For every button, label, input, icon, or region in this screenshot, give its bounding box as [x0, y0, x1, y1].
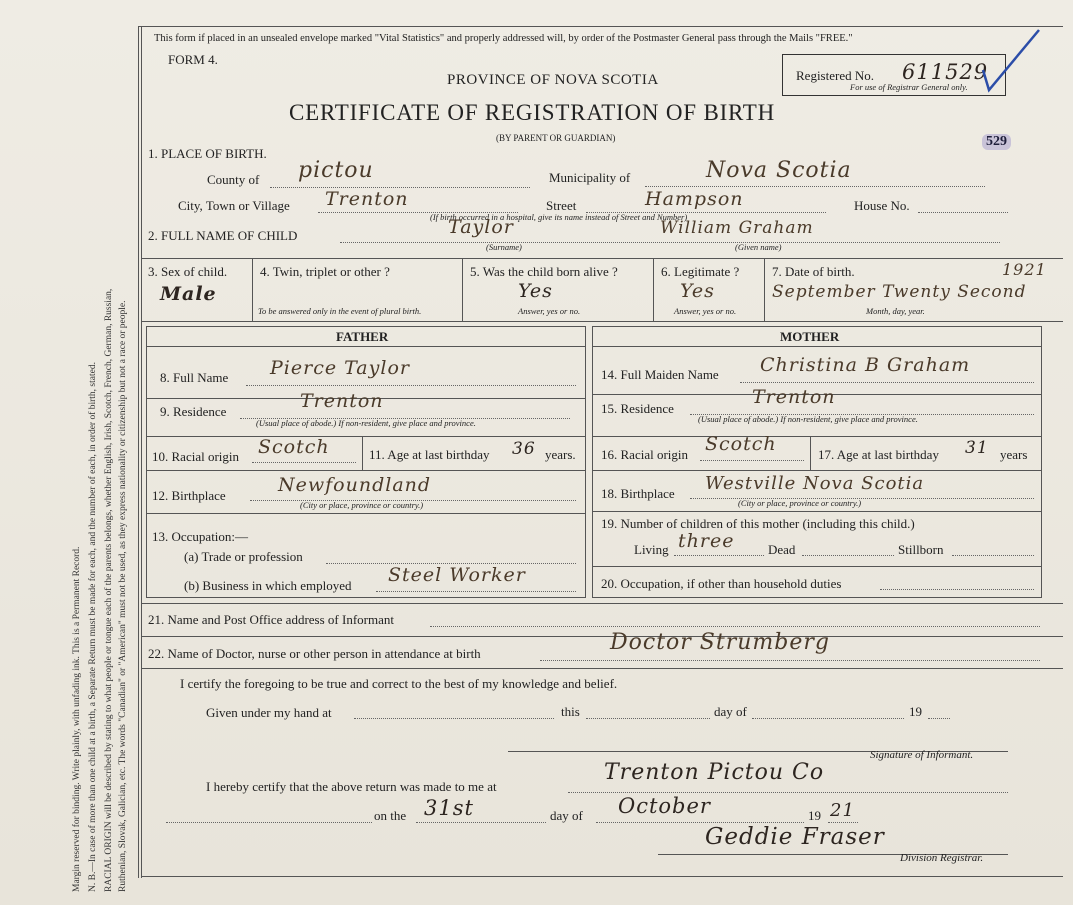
born-alive-note: Answer, yes or no. [518, 306, 581, 316]
sex-label: 3. Sex of child. [148, 264, 228, 279]
father-birthplace: Newfoundland [278, 474, 432, 496]
doctor-name: Doctor Strumberg [610, 630, 830, 655]
certify-statement: I certify the foregoing to be true and correct to the best of my knowledge and belief. [180, 676, 618, 691]
mother-residence: Trenton [752, 386, 836, 408]
stamp-number: 529 [982, 134, 1011, 150]
registration-place: Trenton Pictou Co [604, 760, 825, 785]
born-alive-label: 5. Was the child born alive ? [470, 264, 618, 279]
father-residence-note: (Usual place of abode.) If non-resident, give place and province. [256, 418, 476, 428]
place-of-birth-label: 1. PLACE OF BIRTH. [148, 146, 267, 161]
mother-residence-label: 15. Residence [601, 401, 674, 416]
street-value: Hampson [645, 188, 744, 210]
registered-label: Registered No. [796, 68, 874, 83]
mother-name-label: 14. Full Maiden Name [601, 367, 719, 382]
dead-label: Dead [768, 542, 796, 557]
father-racial-label: 10. Racial origin [152, 449, 240, 464]
registered-number: 611529 [902, 60, 989, 84]
father-residence: Trenton [300, 390, 384, 412]
registrar-note: For use of Registrar General only. [850, 82, 968, 92]
child-given-name: William Graham [660, 218, 814, 238]
mother-occupation-label: 20. Occupation, if other than household duties [601, 576, 842, 591]
street-label: Street [546, 198, 577, 213]
living-count: three [678, 530, 735, 552]
doctor-label: 22. Name of Doctor, nurse or other person in attendance at birth [148, 646, 481, 661]
child-surname: Taylor [448, 216, 514, 238]
given-name-note: (Given name) [735, 242, 782, 252]
date-of-birth-note: Month, day, year. [866, 306, 925, 316]
hereby-certify: I hereby certify that the above return was made to me at [206, 779, 497, 794]
day-of-label-2: day of [550, 808, 583, 823]
twin-label: 4. Twin, triplet or other ? [260, 264, 390, 279]
given-under-label: Given under my hand at [206, 705, 332, 720]
day-of-label: day of [714, 704, 747, 719]
informant-label: 21. Name and Post Office address of Informant [148, 612, 394, 627]
father-racial-origin: Scotch [258, 436, 330, 458]
father-heading: FATHER [336, 329, 389, 344]
father-years-label: years. [545, 447, 576, 462]
legitimate-label: 6. Legitimate ? [661, 264, 740, 279]
county-label: County of [207, 172, 260, 187]
year-prefix: 19 [909, 704, 922, 719]
mother-heading: MOTHER [780, 329, 840, 344]
sidebar-line-1: Margin reserved for binding. Write plainly, with unfading ink. This is a Permanent Record. [72, 546, 82, 892]
municipality-value: Nova Scotia [706, 158, 852, 183]
registrar-signature: Geddie Fraser [705, 824, 885, 850]
father-name-label: 8. Full Name [160, 370, 229, 385]
mother-racial-origin: Scotch [705, 433, 777, 455]
registration-month: October [618, 794, 711, 818]
postal-notice: This form if placed in an unsealed envelope marked "Vital Statistics" and properly addressed will, by order of the Postmaster General pass through the Mails "FREE." [154, 33, 853, 44]
certificate-title: CERTIFICATE OF REGISTRATION OF BIRTH [289, 100, 776, 125]
twin-note: To be answered only in the event of plural birth. [258, 306, 422, 316]
on-the-label: on the [374, 808, 407, 823]
mother-birthplace-note: (City or place, province or country.) [738, 498, 862, 508]
informant-signature-caption: Signature of Informant. [870, 749, 974, 761]
this-label: this [561, 704, 580, 719]
sidebar-line-2: N. B.—In case of more than one child at a birth, a Separate Return must be made for each, and the number of each, in order of birth, stated. [88, 362, 98, 892]
sidebar-line-3: RACIAL ORIGIN will be described by stating to what people or tongue each of the parents belongs, whether English, Irish, Scotch, French, German, Russian, [104, 288, 114, 892]
date-of-birth-value: September Twenty Second [772, 282, 1027, 302]
certificate-subtitle: (BY PARENT OR GUARDIAN) [496, 133, 616, 143]
sex-value: Male [160, 283, 217, 305]
father-business: Steel Worker [388, 564, 526, 586]
check-mark-icon [975, 26, 1045, 96]
business-label: (b) Business in which employed [184, 578, 352, 593]
division-registrar-caption: Division Registrar. [900, 852, 984, 864]
house-number-label: House No. [854, 198, 910, 213]
mother-birthplace: Westville Nova Scotia [705, 473, 925, 494]
stillborn-label: Stillborn [898, 542, 944, 557]
legitimate-note: Answer, yes or no. [674, 306, 737, 316]
registration-year: 21 [830, 800, 855, 821]
mother-name: Christina B Graham [760, 354, 971, 376]
form-number: FORM 4. [168, 52, 218, 67]
child-name-label: 2. FULL NAME OF CHILD [148, 228, 298, 243]
mother-years-label: years [1000, 447, 1028, 462]
surname-note: (Surname) [486, 242, 522, 252]
municipality-label: Municipality of [549, 170, 631, 185]
father-age-label: 11. Age at last birthday [369, 447, 490, 462]
mother-racial-label: 16. Racial origin [601, 447, 689, 462]
father-residence-label: 9. Residence [160, 404, 227, 419]
city-value: Trenton [325, 188, 409, 210]
city-label: City, Town or Village [178, 198, 290, 213]
date-of-birth-label: 7. Date of birth. [772, 264, 855, 279]
registration-day: 31st [424, 796, 474, 820]
legitimate-value: Yes [680, 280, 715, 302]
sidebar-line-4: Ruthenian, Slovak, Galician, etc. The words "Canadian" or "American" must not be used, as they express nationality or citizenship but not a race or people. [118, 300, 128, 892]
county-value: pictou [298, 158, 374, 183]
date-of-birth-year: 1921 [1002, 260, 1047, 279]
mother-age-label: 17. Age at last birthday [818, 447, 939, 462]
born-alive-value: Yes [518, 280, 553, 302]
year-prefix-2: 19 [808, 808, 821, 823]
father-birthplace-note: (City or place, province or country.) [300, 500, 424, 510]
mother-age: 31 [965, 438, 989, 458]
trade-label: (a) Trade or profession [184, 549, 303, 564]
province-heading: PROVINCE OF NOVA SCOTIA [447, 72, 659, 88]
mother-residence-note: (Usual place of abode.) If non-resident, give place and province. [698, 414, 918, 424]
father-name: Pierce Taylor [270, 357, 410, 379]
hospital-note: (If birth occurred in a hospital, give its name instead of Street and Number) [430, 212, 688, 222]
living-label: Living [634, 542, 669, 557]
father-age: 36 [512, 439, 536, 459]
children-count-label: 19. Number of children of this mother (including this child.) [601, 516, 915, 531]
mother-birthplace-label: 18. Birthplace [601, 486, 675, 501]
father-birthplace-label: 12. Birthplace [152, 488, 226, 503]
occupation-label: 13. Occupation:— [152, 529, 249, 544]
